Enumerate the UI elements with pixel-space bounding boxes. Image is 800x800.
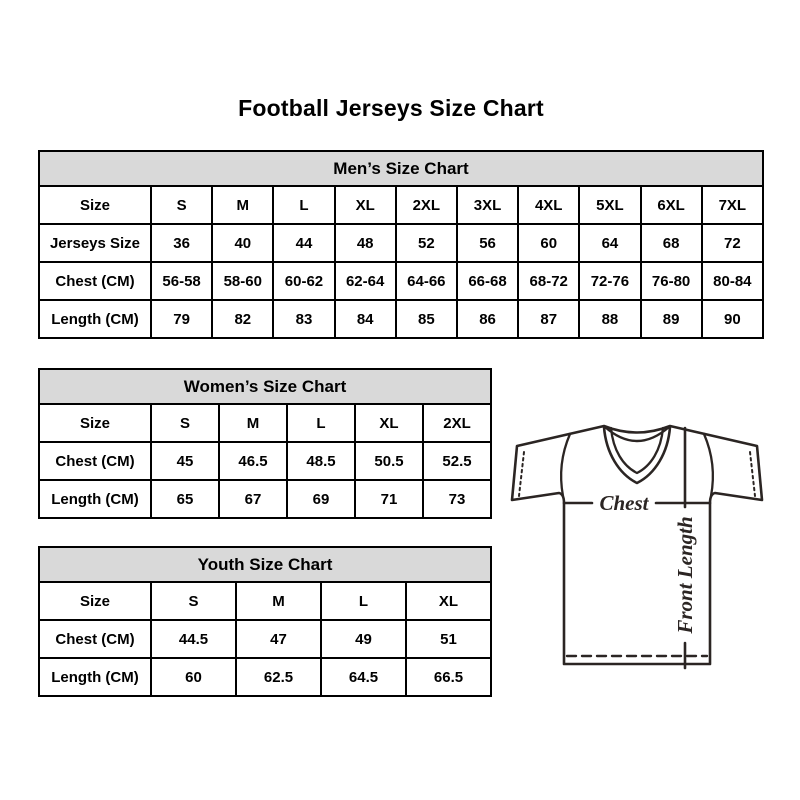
value-cell: M: [212, 186, 273, 224]
value-cell: 68-72: [518, 262, 579, 300]
table-row: [39, 442, 491, 480]
row-label-cell: Size: [39, 404, 151, 442]
value-cell: 67: [219, 480, 287, 518]
value-cell: 48.5: [287, 442, 355, 480]
value-cell: S: [151, 186, 212, 224]
value-cell: XL: [335, 186, 396, 224]
value-cell: 86: [457, 300, 518, 338]
value-cell: 65: [151, 480, 219, 518]
table-row: [39, 404, 491, 442]
value-cell: 52.5: [423, 442, 491, 480]
jersey-measurement-diagram: [507, 406, 767, 671]
value-cell: 64.5: [321, 658, 406, 696]
value-cell: 87: [518, 300, 579, 338]
value-cell: 72-76: [579, 262, 640, 300]
value-cell: 49: [321, 620, 406, 658]
value-cell: 7XL: [702, 186, 763, 224]
value-cell: 60-62: [273, 262, 334, 300]
value-cell: 66.5: [406, 658, 491, 696]
row-label-cell: Size: [39, 582, 151, 620]
value-cell: 6XL: [641, 186, 702, 224]
value-cell: 48: [335, 224, 396, 262]
mens-chart-header: Men’s Size Chart: [39, 151, 763, 186]
table-row: [39, 582, 491, 620]
value-cell: M: [219, 404, 287, 442]
value-cell: 68: [641, 224, 702, 262]
value-cell: 84: [335, 300, 396, 338]
row-label-cell: Length (CM): [39, 300, 151, 338]
value-cell: L: [273, 186, 334, 224]
jersey-outline-shape: [512, 426, 762, 664]
value-cell: 60: [518, 224, 579, 262]
value-cell: 62-64: [335, 262, 396, 300]
womens-chart-header: Women’s Size Chart: [39, 369, 491, 404]
front-length-label: Front Length: [673, 516, 697, 634]
value-cell: 2XL: [396, 186, 457, 224]
youth-size-chart-table: [38, 546, 492, 697]
row-label-cell: Size: [39, 186, 151, 224]
value-cell: 45: [151, 442, 219, 480]
row-label-cell: Jerseys Size: [39, 224, 151, 262]
value-cell: 50.5: [355, 442, 423, 480]
table-row: [39, 186, 763, 224]
value-cell: 36: [151, 224, 212, 262]
row-label-cell: Length (CM): [39, 480, 151, 518]
page-title: Football Jerseys Size Chart: [238, 95, 544, 121]
value-cell: L: [287, 404, 355, 442]
value-cell: S: [151, 582, 236, 620]
value-cell: 2XL: [423, 404, 491, 442]
table-row: [39, 300, 763, 338]
table-row: [39, 658, 491, 696]
value-cell: 51: [406, 620, 491, 658]
value-cell: 72: [702, 224, 763, 262]
table-header-row: [39, 369, 491, 404]
value-cell: 64-66: [396, 262, 457, 300]
row-label-cell: Chest (CM): [39, 442, 151, 480]
value-cell: 62.5: [236, 658, 321, 696]
value-cell: 60: [151, 658, 236, 696]
value-cell: 83: [273, 300, 334, 338]
youth-chart-header: Youth Size Chart: [39, 547, 491, 582]
value-cell: 40: [212, 224, 273, 262]
value-cell: 56-58: [151, 262, 212, 300]
value-cell: 5XL: [579, 186, 640, 224]
value-cell: 4XL: [518, 186, 579, 224]
value-cell: 90: [702, 300, 763, 338]
value-cell: XL: [355, 404, 423, 442]
value-cell: 79: [151, 300, 212, 338]
value-cell: 88: [579, 300, 640, 338]
row-label-cell: Chest (CM): [39, 262, 151, 300]
value-cell: 80-84: [702, 262, 763, 300]
value-cell: XL: [406, 582, 491, 620]
womens-size-chart-table: [38, 368, 492, 519]
value-cell: 89: [641, 300, 702, 338]
row-label-cell: Chest (CM): [39, 620, 151, 658]
value-cell: 56: [457, 224, 518, 262]
value-cell: 69: [287, 480, 355, 518]
value-cell: 76-80: [641, 262, 702, 300]
value-cell: L: [321, 582, 406, 620]
table-row: [39, 224, 763, 262]
value-cell: 73: [423, 480, 491, 518]
value-cell: 3XL: [457, 186, 518, 224]
value-cell: 44.5: [151, 620, 236, 658]
table-row: [39, 262, 763, 300]
value-cell: 52: [396, 224, 457, 262]
value-cell: 58-60: [212, 262, 273, 300]
row-label-cell: Length (CM): [39, 658, 151, 696]
chest-label: Chest: [599, 491, 649, 515]
table-header-row: [39, 151, 763, 186]
value-cell: 64: [579, 224, 640, 262]
value-cell: 82: [212, 300, 273, 338]
value-cell: 66-68: [457, 262, 518, 300]
value-cell: S: [151, 404, 219, 442]
table-row: [39, 620, 491, 658]
mens-size-chart-table: [38, 150, 764, 339]
value-cell: 85: [396, 300, 457, 338]
value-cell: 47: [236, 620, 321, 658]
value-cell: 44: [273, 224, 334, 262]
value-cell: M: [236, 582, 321, 620]
value-cell: 46.5: [219, 442, 287, 480]
value-cell: 71: [355, 480, 423, 518]
table-row: [39, 480, 491, 518]
table-header-row: [39, 547, 491, 582]
